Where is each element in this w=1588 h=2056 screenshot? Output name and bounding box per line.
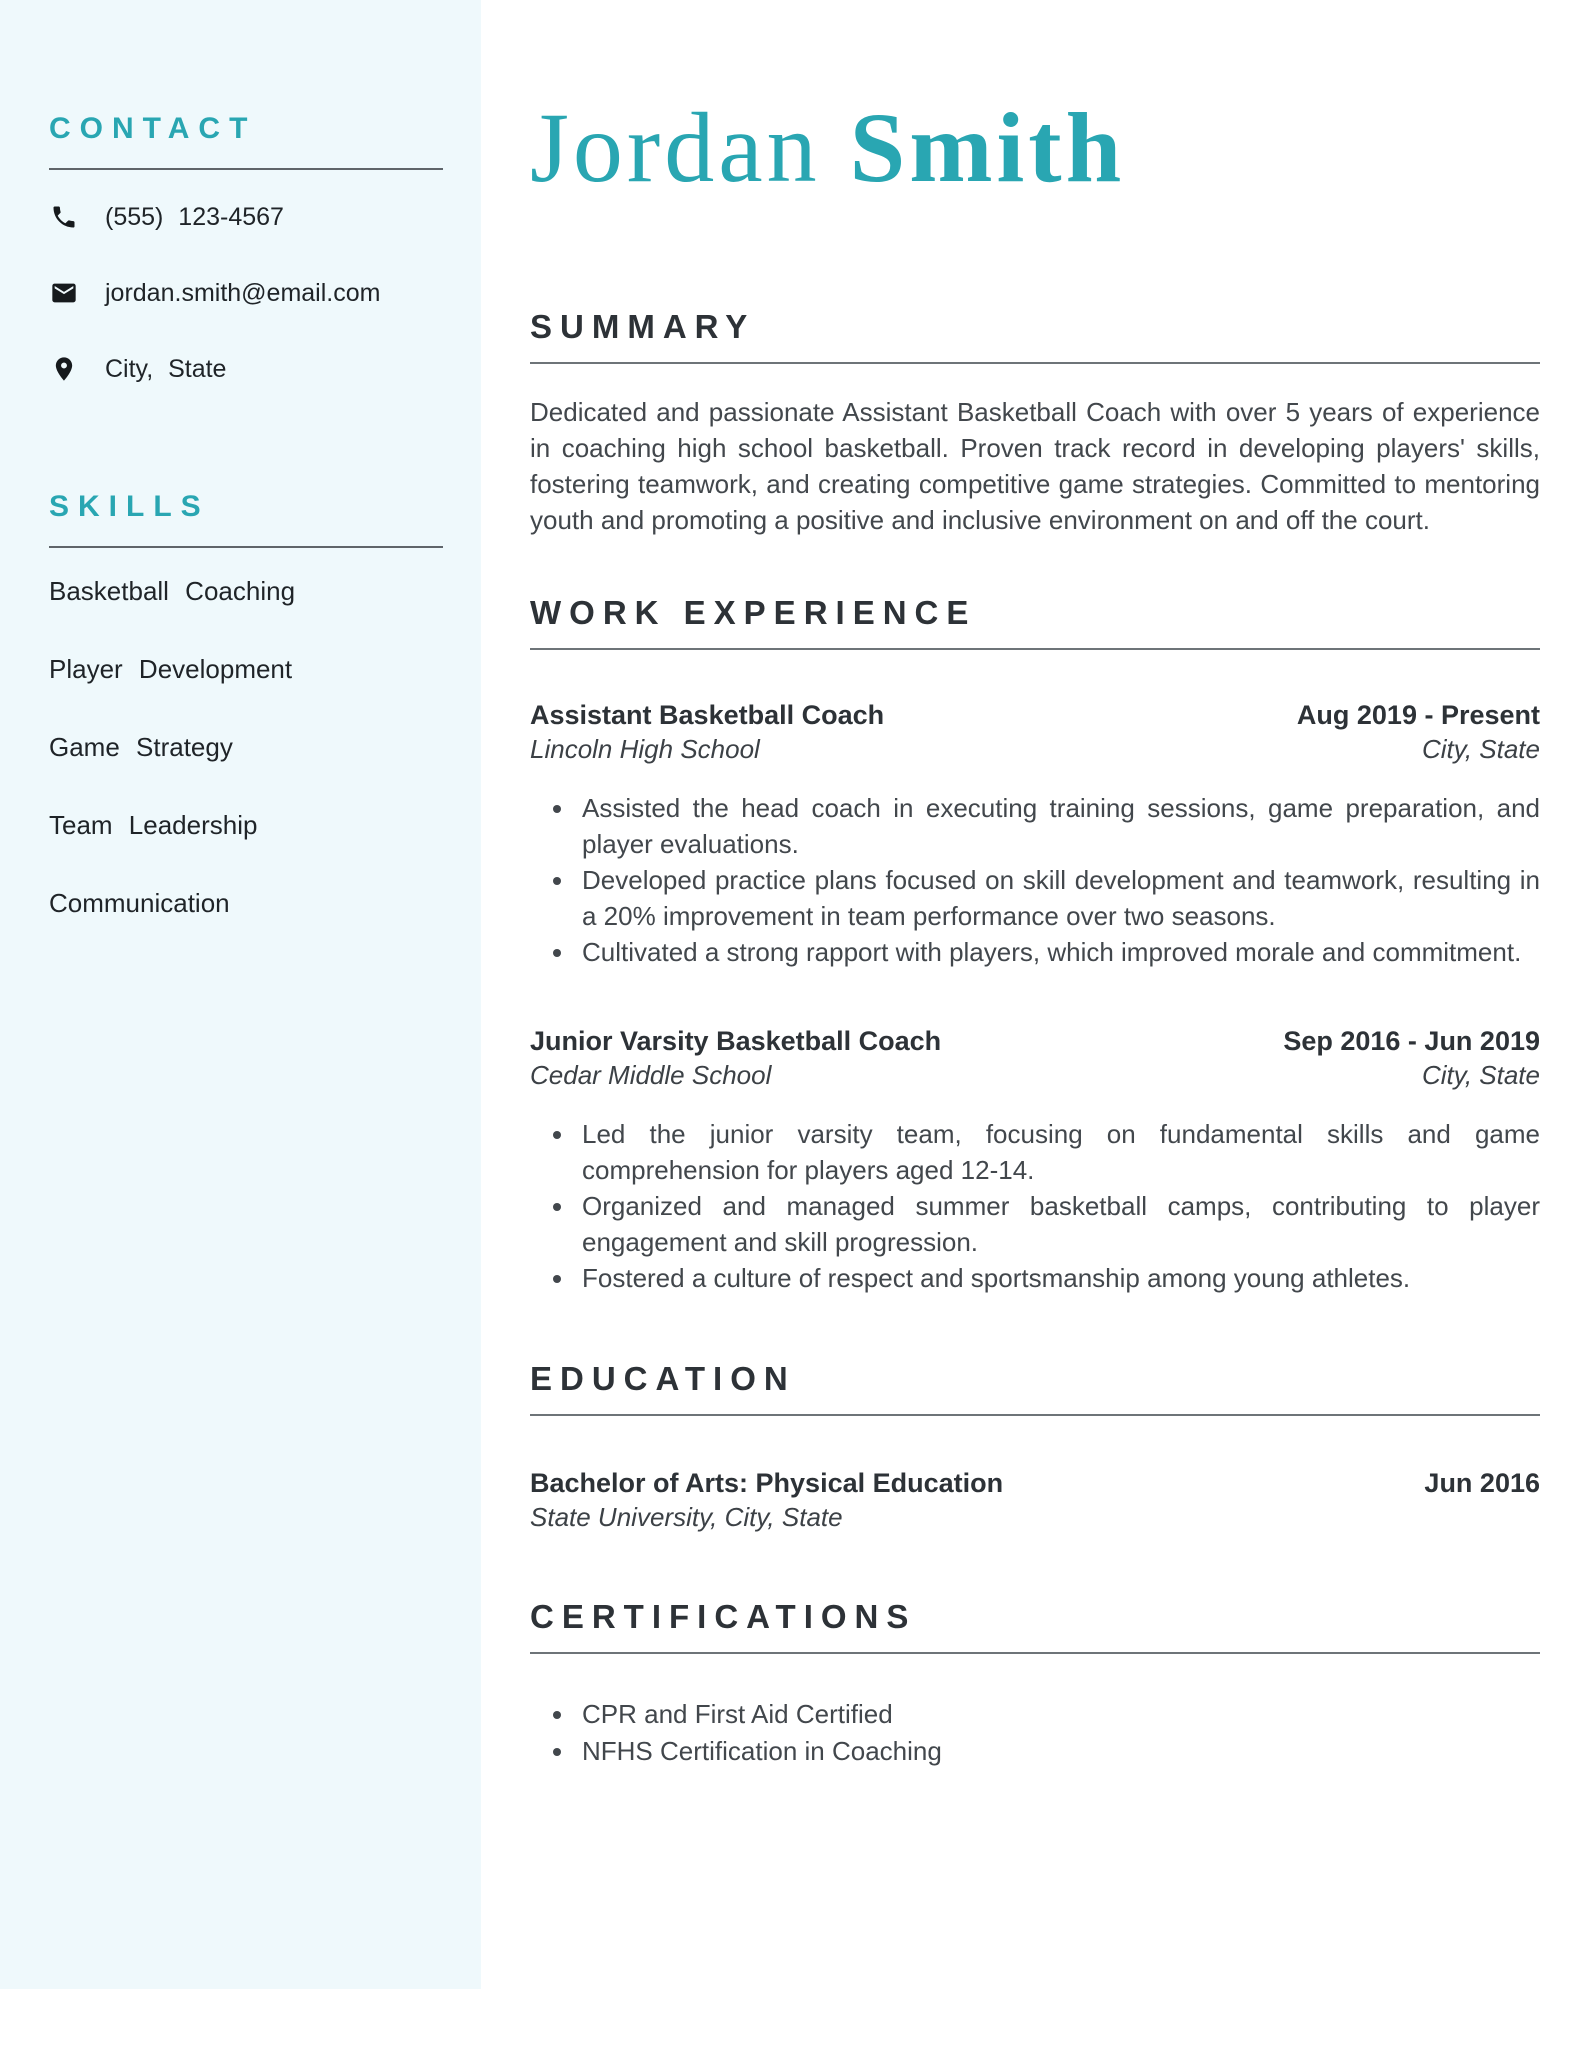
skill-item: Basketball Coaching (49, 576, 296, 606)
contact-item-phone (49, 202, 443, 232)
certifications-section (530, 1598, 1540, 1770)
education-header (530, 1466, 1540, 1500)
education-entry (530, 1466, 1540, 1534)
job-dates: Sep 2016 - Jun 2019 (1283, 1026, 1540, 1056)
job-bullet: • Fostered a culture of respect and sportsmanship among young athletes. (576, 1260, 1540, 1296)
skills-section (49, 490, 443, 919)
education-section (530, 1360, 1540, 1534)
summary-section (530, 308, 1540, 538)
contact-heading: CONTACT (49, 112, 443, 170)
certification-item: • NFHS Certification in Coaching (576, 1733, 1540, 1770)
education-subheader (530, 1500, 1540, 1534)
main-column (530, 0, 1540, 1770)
job-header (530, 1024, 1540, 1058)
job-subheader (530, 1058, 1540, 1092)
job-subheader (530, 732, 1540, 766)
job-title: Junior Varsity Basketball Coach (530, 1026, 942, 1056)
certifications-heading: CERTIFICATIONS (530, 1598, 1540, 1654)
job-entry (530, 698, 1540, 970)
school-name: State University, City, State (530, 1502, 843, 1532)
work-experience-heading: WORK EXPERIENCE (530, 594, 1540, 650)
last-name: Smith (849, 92, 1126, 203)
job-header (530, 698, 1540, 732)
work-experience-section (530, 594, 1540, 1296)
contact-item-email (49, 278, 443, 308)
skills-list (49, 576, 443, 919)
summary-text: Dedicated and passionate Assistant Basketball Coach with over 5 years of experience in coaching high school basketball. Proven track record in developing players' skills, fostering teamwork, and creating competitive game strategies. Committed to mentoring youth and promoting a positive and inclusive environment on and off the court. (530, 397, 1540, 535)
job-bullet: • Cultivated a strong rapport with players, which improved morale and commitment. (576, 934, 1540, 970)
email-icon (49, 278, 79, 308)
sidebar (0, 0, 481, 1989)
job-company: Lincoln High School (530, 734, 760, 764)
job-entry (530, 1024, 1540, 1296)
skill-item: Player Development (49, 654, 293, 684)
location-text: City, State (105, 354, 227, 383)
certification-list (530, 1696, 1540, 1770)
contact-section (49, 112, 443, 384)
candidate-name (530, 92, 1540, 204)
education-heading: EDUCATION (530, 1360, 1540, 1416)
job-location: City, State (1421, 734, 1540, 764)
job-bullet: • Assisted the head coach in executing training sessions, game preparation, and player evaluations. (576, 790, 1540, 862)
job-bullet: • Organized and managed summer basketball camps, contributing to player engagement and skill progression. (576, 1188, 1540, 1260)
job-company: Cedar Middle School (530, 1060, 772, 1090)
job-dates: Aug 2019 - Present (1296, 700, 1540, 730)
job-bullet-list (530, 1116, 1540, 1296)
degree-title: Bachelor of Arts: Physical Education (530, 1468, 1004, 1498)
summary-heading: SUMMARY (530, 308, 1540, 364)
first-name: Jordan (530, 92, 821, 203)
phone-icon (49, 202, 79, 232)
job-bullet-list (530, 790, 1540, 970)
skills-heading: SKILLS (49, 490, 443, 548)
contact-list (49, 202, 443, 384)
location-icon (49, 354, 79, 384)
certification-item: • CPR and First Aid Certified (576, 1696, 1540, 1733)
job-bullet: • Led the junior varsity team, focusing on fundamental skills and game comprehension for players aged 12-14. (576, 1116, 1540, 1188)
email-text: jordan.smith@email.com (105, 278, 381, 307)
job-title: Assistant Basketball Coach (530, 700, 885, 730)
degree-date: Jun 2016 (1424, 1468, 1540, 1498)
contact-item-location (49, 354, 443, 384)
skill-item: Game Strategy (49, 732, 233, 762)
job-location: City, State (1421, 1060, 1540, 1090)
job-bullet: • Developed practice plans focused on skill development and teamwork, resulting in a 20% improvement in team performance over two seasons. (576, 862, 1540, 934)
phone-text: (555) 123-4567 (105, 202, 284, 231)
skill-item: Communication (49, 888, 230, 918)
skill-item: Team Leadership (49, 810, 258, 840)
